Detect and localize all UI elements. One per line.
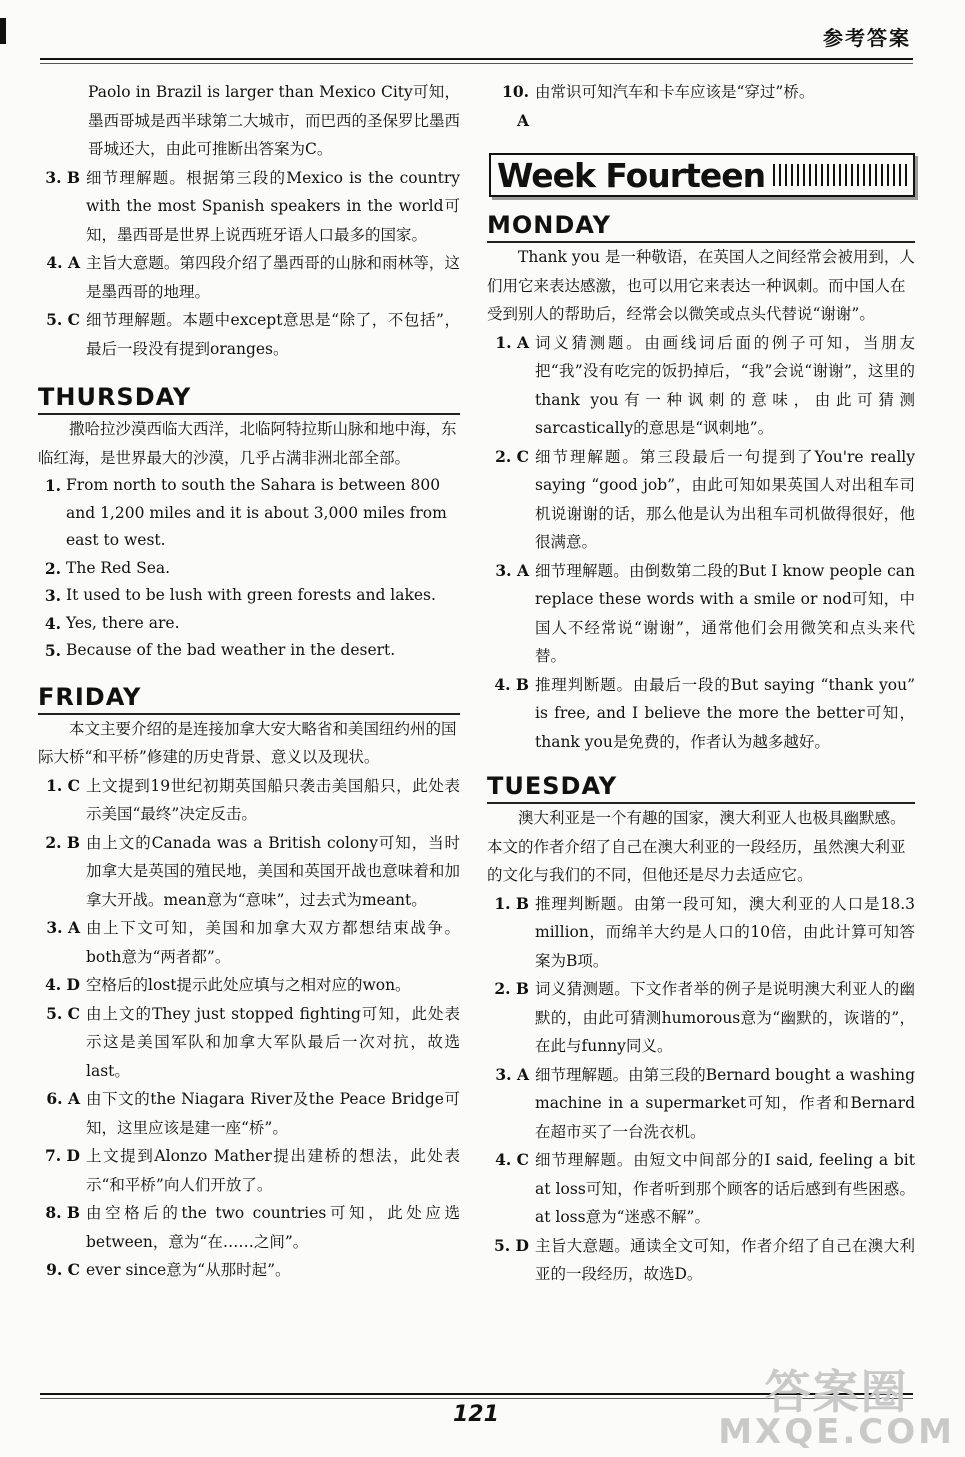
watermark-logo: [718, 1365, 955, 1452]
section-intro: 撒哈拉沙漠西临大西洋，北临阿特拉斯山脉和地中海，东临红海，是世界最大的沙漠，几乎占满非洲北部全部。: [38, 420, 457, 467]
section-heading-tuesday: TUESDAY: [487, 772, 915, 804]
answer-number: 1. B: [494, 893, 529, 913]
answer-text: 由空格后的the two countries可知，此处应选between，意为“在……之间”。: [86, 1204, 460, 1251]
answer-text: 词义猜测题。由画线词后面的例子可知，当朋友把“我”没有吃完的饭扔掉后，“我”会说“谢谢”，这里的thank you有一种讽刺的意味，由此可猜测sarcastically的意思是“讽刺地”。: [535, 333, 915, 437]
answer-text: 细节理解题。第三段最后一句提到了You're really saying “good job”，由此可知如果英国人对出租车司机说谢谢的话，那么他是认为出租车司机做得很好，他很满意。: [535, 447, 915, 551]
left-column: [38, 78, 460, 1285]
answer-number: 7. D: [44, 1146, 80, 1165]
answer-number: 1. A: [495, 332, 529, 352]
answer-text: 推理判断题。由最后一段的But saying “thank you” is free, and I believe the more the better可知，thank you是免费的，作者认为越多越好。: [535, 675, 915, 751]
answer-item: [38, 1085, 460, 1142]
answer-text: 空格后的lost提示此处应填与之相对应的won。: [86, 976, 411, 994]
answer-item: [38, 772, 460, 829]
answer-text: It used to be lush with green forests and lakes.: [66, 586, 436, 604]
answer-item: [38, 306, 460, 363]
answer-text: 由上文的Canada was a British colony可知，当时加拿大是英国的殖民地，美国和英国开战也意味着和加拿大开战。mean意为“意味”，过去式为meant。: [86, 833, 460, 909]
answer-number: 4. C: [495, 1150, 529, 1169]
header-rule: [40, 58, 913, 60]
page-header-title: 参考答案: [823, 26, 911, 50]
week-banner-title: Week Fourteen: [497, 155, 766, 195]
answer-item: [38, 914, 460, 971]
answer-item: [38, 1256, 460, 1285]
answer-text: 上文提到19世纪初期英国船只袭击美国船只，此处表示美国“最终”决定反击。: [86, 776, 460, 823]
answer-number: 3. A: [495, 560, 529, 580]
answer-item: [38, 1199, 460, 1256]
answer-number: 10. A: [502, 82, 529, 130]
answer-item: [38, 164, 460, 250]
answer-number: 1.: [44, 476, 61, 495]
page-edge-mark: [0, 18, 6, 44]
answer-item: [38, 582, 460, 610]
answer-item: [38, 1142, 460, 1199]
answer-item: [487, 890, 915, 976]
answer-number: 2. B: [494, 979, 529, 998]
answer-item: [487, 975, 915, 1061]
answer-item: [487, 671, 915, 757]
right-column: [487, 78, 915, 1289]
answer-text: ever since意为“从那时起”。: [86, 1261, 291, 1279]
answer-text: 主旨大意题。第四段介绍了墨西哥的山脉和雨林等，这是墨西哥的地理。: [86, 254, 460, 301]
answer-item: [487, 443, 915, 557]
page-number: 121: [453, 1402, 499, 1427]
answer-number: 2. C: [495, 446, 529, 466]
section-heading-thursday: THURSDAY: [38, 383, 460, 415]
answer-number: 1. C: [46, 775, 80, 795]
answer-item: [38, 829, 460, 915]
answer-text: The Red Sea.: [66, 558, 171, 577]
answer-text: 由上文的They just stopped fighting可知，此处表示这是美国军队和加拿大军队最后一次对抗，故选last。: [86, 1004, 460, 1080]
answer-text: 推理判断题。由第一段可知，澳大利亚的人口是18.3 million，而绵羊大约是人口的10倍，由此计算可知答案为B项。: [535, 894, 915, 970]
answer-text: 由常识可知汽车和卡车应该是“穿过”桥。: [535, 83, 815, 101]
answer-item: [38, 1000, 460, 1086]
answer-text: 细节理解题。由第三段的Bernard bought a washing machine in a supermarket可知，作者和Bernard 在超市买了一台洗衣机。: [535, 1065, 915, 1141]
section-intro: Thank you 是一种敬语，在英国人之间经常会被用到，人们用它来表达感激，也可以用它来表达一种讽刺。而中国人在受到别人的帮助后，经常会以微笑或点头代替说“谢谢”。: [487, 248, 915, 323]
watermark-text: 答案圈: [764, 1365, 909, 1419]
answer-text: 细节理解题。由倒数第二段的But I know people can replace these words with a smile or nod可知，中国人不经常说“谢谢”，通常他们会用微笑和点头来代替。: [535, 561, 915, 665]
answer-text: 由上下文可知，美国和加拿大双方都想结束战争。both意为“两者都”。: [86, 919, 460, 966]
answer-text: From north to south the Sahara is between 800 and 1,200 miles and it is about 3,000 miles from east to west.: [66, 476, 447, 549]
answer-number: 5. D: [493, 1235, 529, 1255]
answer-number: 3. A: [46, 918, 80, 937]
answer-item: [38, 472, 460, 555]
section-intro: 本文主要介绍的是连接加拿大安大略省和美国纽约州的国际大桥“和平桥”修建的历史背景、意义以及现状。: [38, 719, 457, 766]
answer-number: 2.: [44, 558, 61, 578]
answer-item: [38, 637, 460, 665]
answer-text: 由下文的the Niagara River及the Peace Bridge可知，这里应该是建一座“桥”。: [86, 1090, 460, 1137]
answer-text: 词义猜测题。下文作者举的例子是说明澳大利亚人的幽默的，由此可猜测humorous意为“幽默的，诙谐的”，在此与funny同义。: [535, 980, 915, 1055]
answer-number: 4. A: [46, 253, 80, 272]
answer-text: 细节理解题。根据第三段的Mexico is the country with the most Spanish speakers in the world可知，墨西哥是世界上说西班牙语人口最多的国家。: [86, 168, 460, 244]
answer-text: Yes, there are.: [66, 613, 180, 632]
answer-item: [487, 1232, 915, 1289]
answer-item: [38, 555, 460, 583]
answer-item: [487, 557, 915, 671]
answer-text: 细节理解题。本题中except意思是“除了，不包括”，最后一段没有提到oranges。: [86, 311, 460, 358]
answer-number: 5. C: [46, 310, 80, 329]
section-heading-monday: MONDAY: [487, 211, 915, 243]
answer-number: 8. B: [45, 1203, 80, 1222]
answer-item: [38, 971, 460, 1000]
answer-item: [487, 78, 915, 135]
answer-item: [38, 249, 460, 306]
answer-text: 主旨大意题。通读全文可知，作者介绍了自己在澳大利亚的一段经历，故选D。: [535, 1236, 915, 1283]
week-banner: [489, 153, 915, 197]
banner-stripes: [773, 164, 907, 186]
answer-number: 4. D: [44, 975, 80, 994]
answer-number: 9. C: [46, 1260, 80, 1279]
watermark-url: MXQE.COM: [718, 1412, 955, 1452]
answer-text: 细节理解题。由短文中间部分的I said, feeling a bit at loss可知，作者听到那个顾客的话后感到有些困惑。at loss意为“迷惑不解”。: [535, 1151, 915, 1226]
answer-continuation: Paolo in Brazil is larger than Mexico City可知，墨西哥城是西半球第二大城市，而巴西的圣保罗比墨西哥城还大，由此可推断出答案为C。: [88, 83, 461, 158]
answer-number: 3.: [44, 586, 61, 605]
answer-item: [487, 329, 915, 443]
answer-text: Because of the bad weather in the desert.: [66, 641, 396, 659]
answer-number: 3. B: [45, 167, 80, 187]
answer-number: 5.: [44, 641, 61, 660]
answer-number: 5. C: [46, 1003, 80, 1023]
answer-item: [487, 1061, 915, 1147]
header-rule-thin: [40, 63, 913, 64]
answer-item: [487, 1146, 915, 1232]
section-intro: 澳大利亚是一个有趣的国家，澳大利亚人也极具幽默感。本文的作者介绍了自己在澳大利亚的一段经历，虽然澳大利亚的文化与我们的不同，但他还是尽力去适应它。: [487, 809, 906, 884]
answer-number: 4. B: [494, 674, 529, 694]
section-heading-friday: FRIDAY: [38, 683, 460, 715]
answer-number: 4.: [44, 613, 61, 633]
answer-number: 6. A: [46, 1089, 80, 1108]
answer-text: 上文提到Alonzo Mather提出建桥的想法，此处表示“和平桥”向人们开放了。: [86, 1147, 460, 1194]
answer-number: 2. B: [45, 832, 80, 852]
answer-item: [38, 610, 460, 638]
answer-number: 3. A: [495, 1064, 529, 1084]
